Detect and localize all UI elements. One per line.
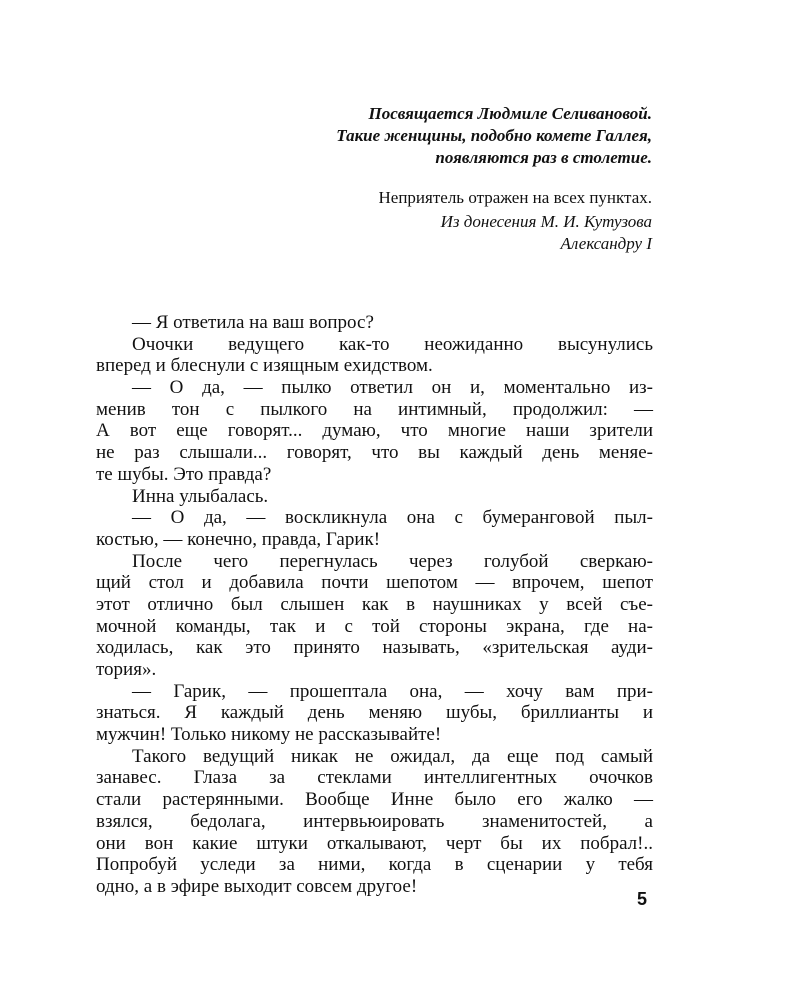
text-line: — О да, — воскликнула она с бумеранговой пыл- (132, 507, 653, 529)
text-line: менив тон с пылкого на интимный, продолжил: — (96, 398, 653, 420)
epigraph-source-line: Александру I (560, 234, 652, 253)
text-line: костью, — конечно, правда, Гарик! (96, 528, 381, 550)
text-line: они вон какие штуки откалывают, черт бы их побрал!.. (96, 832, 653, 854)
text-line: стали растерянными. Вообще Инне было его жалко — (96, 789, 653, 811)
text-line: одно, а в эфире выходит совсем другое! (96, 875, 418, 897)
text-line: вперед и блеснули с изящным ехидством. (96, 355, 433, 377)
dedication-line: Посвящается Людмиле Селивановой. (368, 104, 652, 123)
text-line: мужчин! Только никому не рассказывайте! (96, 724, 442, 746)
dedication-line: появляются раз в столетие. (435, 148, 652, 167)
text-line: те шубы. Это правда? (96, 463, 272, 485)
text-line: Инна улыбалась. (132, 485, 269, 507)
text-line: А вот еще говорят... думаю, что многие наши зрители (96, 420, 653, 442)
text-line: знаться. Я каждый день меняю шубы, бриллианты и (96, 702, 653, 724)
epigraph-quote: Неприятель отражен на всех пунктах. (378, 188, 652, 207)
text-line: Попробуй уследи за ними, когда в сценарии у тебя (96, 854, 653, 876)
dedication-line: Такие женщины, подобно комете Галлея, (336, 126, 652, 145)
text-line: После чего перегнулась через голубой сверкаю- (132, 550, 653, 572)
text-line: взялся, бедолага, интервьюировать знаменитостей, а (96, 810, 653, 832)
text-line: — Гарик, — прошептала она, — хочу вам при- (132, 680, 653, 702)
body-text (96, 312, 653, 898)
text-line: — О да, — пылко ответил он и, моментально из- (132, 377, 653, 399)
text-line: щий стол и добавила почти шепотом — впрочем, шепот (96, 572, 653, 594)
text-line: ходилась, как это принято называть, «зрительская ауди- (96, 637, 653, 659)
text-line: мочной команды, так и с той стороны экрана, где на- (96, 615, 653, 637)
dedication (212, 103, 652, 169)
epigraph-source-line: Из донесения М. И. Кутузова (440, 212, 652, 231)
text-line: Очочки ведущего как-то неожиданно высунулись (132, 333, 653, 355)
text-line: этот отлично был слышен как в наушниках у всей съе- (96, 593, 653, 615)
text-line: не раз слышали... говорят, что вы каждый день меняе- (96, 442, 653, 464)
text-line: занавес. Глаза за стеклами интеллигентных очочков (96, 767, 653, 789)
page-number: 5 (637, 889, 648, 909)
epigraph-source (212, 211, 652, 255)
text-line: тория». (96, 659, 157, 680)
text-line: — Я ответила на ваш вопрос? (132, 312, 374, 333)
text-line: Такого ведущий никак не ожидал, да еще под самый (132, 745, 653, 767)
